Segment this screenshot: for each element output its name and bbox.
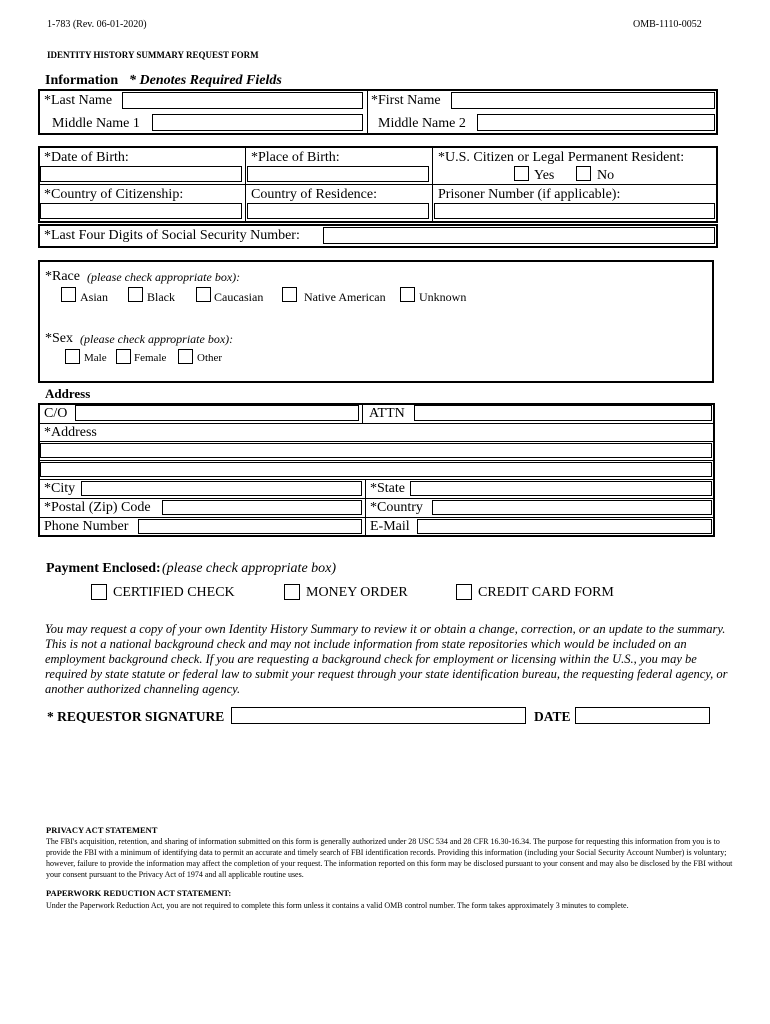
paperwork-text: Under the Paperwork Reduction Act, you are not required to complete this form unless it contains a valid OMB control number. The form takes approximately 3 minutes to complete. — [46, 901, 629, 910]
attn-field[interactable] — [414, 405, 712, 421]
payment-certified-check-label: CERTIFIED CHECK — [113, 585, 235, 600]
sex-instruction: (please check appropriate box): — [80, 332, 234, 346]
phone-label: Phone Number — [44, 519, 129, 534]
middle-name-2-field[interactable] — [477, 114, 715, 131]
postal-label: *Postal (Zip) Code — [44, 500, 151, 515]
date-label: DATE — [534, 709, 571, 724]
ssn-label: *Last Four Digits of Social Security Number: — [44, 228, 300, 243]
country-of-citizenship-field[interactable] — [40, 203, 242, 219]
sex-female-label: Female — [134, 352, 167, 364]
address-label: *Address — [44, 425, 97, 440]
race-caucasian-checkbox[interactable] — [196, 287, 211, 302]
sex-other-label: Other — [197, 352, 223, 364]
attn-label: ATTN — [369, 406, 405, 421]
sex-male-label: Male — [84, 352, 107, 364]
prisoner-number-label: Prisoner Number (if applicable): — [438, 187, 621, 202]
citizen-label: *U.S. Citizen or Legal Permanent Resident: — [438, 150, 685, 165]
state-label: *State — [370, 481, 405, 496]
co-label: C/O — [44, 406, 68, 421]
middle-name-1-label: Middle Name 1 — [52, 116, 140, 131]
sex-label: *Sex — [45, 331, 73, 346]
form-title: IDENTITY HISTORY SUMMARY REQUEST FORM — [47, 50, 259, 60]
address-heading: Address — [45, 386, 91, 401]
last-name-label: *Last Name — [44, 93, 113, 108]
co-field[interactable] — [75, 405, 359, 421]
citizen-yes-label: Yes — [534, 168, 555, 183]
citizen-no-checkbox[interactable] — [576, 166, 591, 181]
notice-paragraph: You may request a copy of your own Identity History Summary to review it or obtain a change, correction, or an update to the summary. This is not a national background check and may not include information from state repositories which would be included on an employment background check. If you are requesting a background check for employment or licensing within the U.S., you may be required by state statute or federal law to submit your request through your state identification bureau, the requesting federal agency, or another authorized channeling agency. — [45, 622, 728, 696]
dob-field[interactable] — [40, 166, 242, 182]
citizen-no-label: No — [597, 168, 615, 183]
place-of-birth-label: *Place of Birth: — [251, 150, 340, 165]
race-unknown-checkbox[interactable] — [400, 287, 415, 302]
city-label: *City — [44, 481, 76, 496]
sex-male-checkbox[interactable] — [65, 349, 80, 364]
ssn-field[interactable] — [323, 227, 715, 244]
state-field[interactable] — [410, 481, 712, 496]
sex-female-checkbox[interactable] — [116, 349, 131, 364]
information-heading: Information — [45, 73, 119, 88]
payment-credit-card-checkbox[interactable] — [456, 584, 472, 600]
phone-field[interactable] — [138, 519, 362, 534]
signature-label: * REQUESTOR SIGNATURE — [47, 709, 225, 724]
payment-label: Payment Enclosed: — [46, 561, 161, 576]
race-caucasian-label: Caucasian — [214, 290, 264, 304]
country-of-residence-field[interactable] — [247, 203, 429, 219]
paperwork-heading: PAPERWORK REDUCTION ACT STATEMENT: — [46, 888, 232, 898]
privacy-heading: PRIVACY ACT STATEMENT — [46, 825, 158, 835]
address-line-2-field[interactable] — [40, 462, 712, 477]
race-asian-checkbox[interactable] — [61, 287, 76, 302]
country-of-citizenship-label: *Country of Citizenship: — [44, 187, 184, 202]
middle-name-1-field[interactable] — [152, 114, 363, 131]
first-name-field[interactable] — [451, 92, 715, 109]
race-black-checkbox[interactable] — [128, 287, 143, 302]
country-label: *Country — [370, 500, 423, 515]
postal-field[interactable] — [162, 500, 362, 515]
first-name-label: *First Name — [371, 93, 441, 108]
dob-label: *Date of Birth: — [44, 150, 129, 165]
race-native-american-checkbox[interactable] — [282, 287, 297, 302]
race-unknown-label: Unknown — [419, 290, 467, 304]
payment-credit-card-label: CREDIT CARD FORM — [478, 585, 614, 600]
omb-number: OMB-1110-0052 — [633, 19, 702, 30]
race-black-label: Black — [147, 290, 175, 304]
race-native-american-label: Native American — [304, 290, 386, 304]
privacy-text: The FBI's acquisition, retention, and sharing of information submitted on this form is generally authorized under 28 USC 534 and 28 CFR 16.30-16.34. The purpose for requesting this information from you is to provide the FBI with a minimum of identifying data to permit an accurate and timely search of FBI identification records. Providing this information (including your Social Security Account Number) is voluntary; however, failure to provide the information may affect the completion of your request. The information reported on this form may be disclosed pursuant to your consent and may also be disclosed by the FBI without your consent pursuant to the Privacy Act of 1974 and all applicable routine uses. — [46, 837, 733, 879]
middle-name-2-label: Middle Name 2 — [378, 116, 466, 131]
email-field[interactable] — [417, 519, 712, 534]
payment-money-order-checkbox[interactable] — [284, 584, 300, 600]
prisoner-number-field[interactable] — [434, 203, 715, 219]
place-of-birth-field[interactable] — [247, 166, 429, 182]
signature-field[interactable] — [231, 707, 526, 724]
payment-instruction: (please check appropriate box) — [162, 561, 337, 576]
address-line-1-field[interactable] — [40, 443, 712, 458]
city-field[interactable] — [81, 481, 362, 496]
sex-other-checkbox[interactable] — [178, 349, 193, 364]
race-label: *Race — [45, 269, 80, 284]
required-note: * Denotes Required Fields — [129, 73, 282, 88]
date-field[interactable] — [575, 707, 710, 724]
payment-certified-check-checkbox[interactable] — [91, 584, 107, 600]
citizen-yes-checkbox[interactable] — [514, 166, 529, 181]
form-number: 1-783 (Rev. 06-01-2020) — [47, 19, 147, 30]
email-label: E-Mail — [370, 519, 410, 534]
country-of-residence-label: Country of Residence: — [251, 187, 377, 202]
payment-money-order-label: MONEY ORDER — [306, 585, 408, 600]
race-asian-label: Asian — [80, 290, 108, 304]
last-name-field[interactable] — [122, 92, 363, 109]
country-field[interactable] — [432, 500, 712, 515]
race-instruction: (please check appropriate box): — [87, 270, 241, 284]
